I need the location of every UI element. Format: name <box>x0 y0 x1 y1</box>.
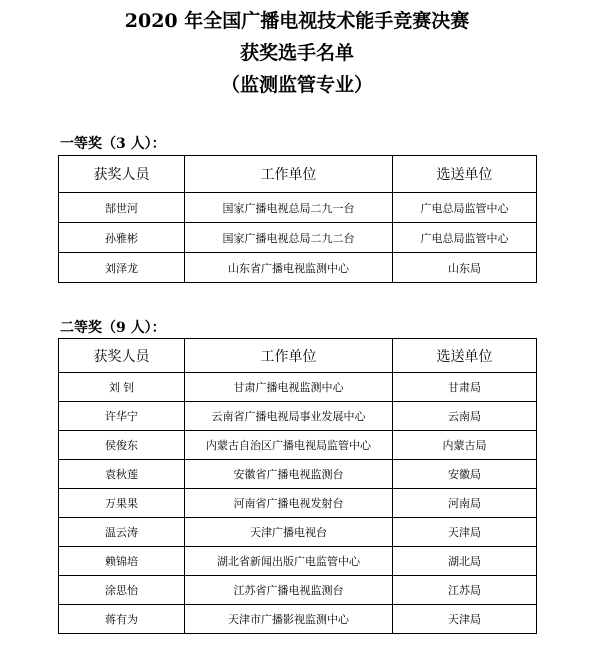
winner-name: 郜世河 <box>59 193 185 223</box>
nominating-unit: 广电总局监管中心 <box>393 193 537 223</box>
document-subtitle: 获奖选手名单 <box>239 42 354 64</box>
nominating-unit: 内蒙古局 <box>393 431 537 460</box>
table-row <box>59 402 537 431</box>
winner-name: 温云涛 <box>59 518 185 547</box>
table-row <box>59 460 537 489</box>
first-prize-table <box>58 155 537 283</box>
table-row <box>59 547 537 576</box>
nominating-unit: 江苏局 <box>393 576 537 605</box>
winner-name: 袁秋莲 <box>59 460 185 489</box>
winner-name: 许华宁 <box>59 402 185 431</box>
document-category: （监测监管专业） <box>220 74 373 96</box>
header-winner: 获奖人员 <box>59 156 185 193</box>
nominating-unit: 天津局 <box>393 605 537 634</box>
nominating-unit: 甘肃局 <box>393 373 537 402</box>
nominating-unit: 河南局 <box>393 489 537 518</box>
winner-name: 刘 钊 <box>59 373 185 402</box>
work-unit: 河南省广播电视发射台 <box>185 489 393 518</box>
work-unit: 云南省广播电视局事业发展中心 <box>185 402 393 431</box>
table-row <box>59 193 537 223</box>
work-unit: 天津广播电视台 <box>185 518 393 547</box>
document-title: 2020 年全国广播电视技术能手竞赛决赛 <box>124 10 470 32</box>
nominating-unit: 湖北局 <box>393 547 537 576</box>
second-prize-label: 二等奖（9 人）： <box>60 320 166 336</box>
table-row <box>59 431 537 460</box>
work-unit: 国家广播电视总局二九二台 <box>185 223 393 253</box>
nominating-unit: 山东局 <box>393 253 537 283</box>
nominating-unit: 安徽局 <box>393 460 537 489</box>
table-row <box>59 253 537 283</box>
work-unit: 内蒙古自治区广播电视局监管中心 <box>185 431 393 460</box>
winner-name: 孙雅彬 <box>59 223 185 253</box>
work-unit: 国家广播电视总局二九一台 <box>185 193 393 223</box>
header-work-unit: 工作单位 <box>185 156 393 193</box>
header-nominating-unit: 选送单位 <box>393 156 537 193</box>
second-prize-table <box>58 338 537 634</box>
winner-name: 赖锦培 <box>59 547 185 576</box>
winner-name: 蒋有为 <box>59 605 185 634</box>
table-row <box>59 373 537 402</box>
nominating-unit: 天津局 <box>393 518 537 547</box>
table-row <box>59 605 537 634</box>
header-nominating-unit: 选送单位 <box>393 339 537 373</box>
winner-name: 侯俊东 <box>59 431 185 460</box>
work-unit: 山东省广播电视监测中心 <box>185 253 393 283</box>
work-unit: 湖北省新闻出版广电监管中心 <box>185 547 393 576</box>
winner-name: 涂思怡 <box>59 576 185 605</box>
header-winner: 获奖人员 <box>59 339 185 373</box>
table-header-row <box>59 339 537 373</box>
nominating-unit: 云南局 <box>393 402 537 431</box>
winner-name: 刘泽龙 <box>59 253 185 283</box>
table-header-row <box>59 156 537 193</box>
header-work-unit: 工作单位 <box>185 339 393 373</box>
nominating-unit: 广电总局监管中心 <box>393 223 537 253</box>
work-unit: 甘肃广播电视监测中心 <box>185 373 393 402</box>
table-row <box>59 223 537 253</box>
work-unit: 天津市广播影视监测中心 <box>185 605 393 634</box>
table-row <box>59 518 537 547</box>
table-row <box>59 576 537 605</box>
table-row <box>59 489 537 518</box>
work-unit: 江苏省广播电视监测台 <box>185 576 393 605</box>
first-prize-label: 一等奖（3 人）： <box>60 136 166 152</box>
work-unit: 安徽省广播电视监测台 <box>185 460 393 489</box>
winner-name: 万果果 <box>59 489 185 518</box>
